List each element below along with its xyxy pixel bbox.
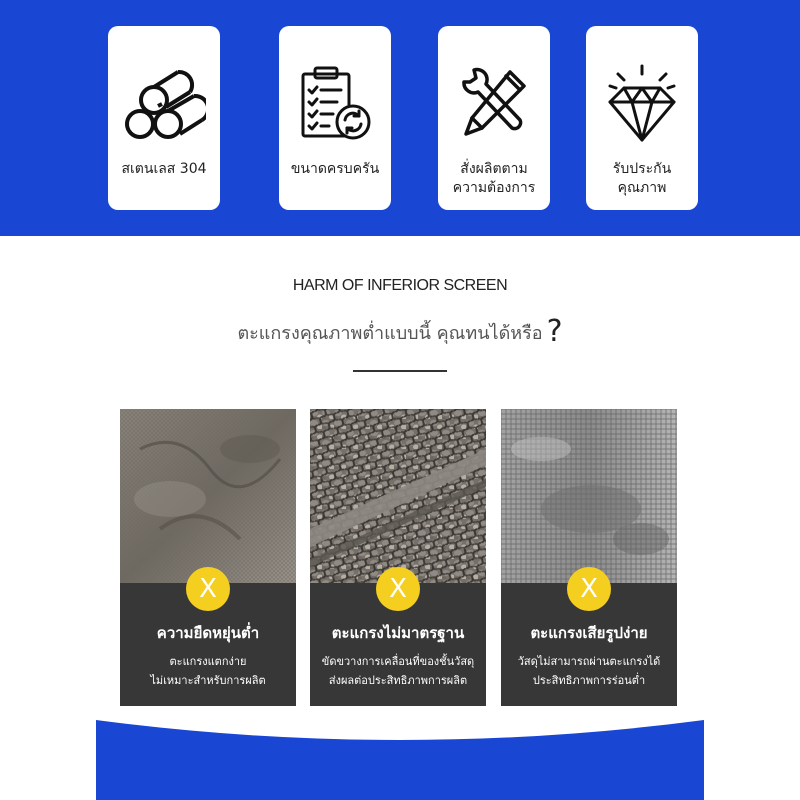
feature-card-warranty [586,26,698,210]
problem-card-deformed [501,409,677,706]
x-badge: X [186,567,230,611]
problem-title: ความยืดหยุ่นต่ำ [156,624,260,642]
section-heading-thai [0,314,800,349]
clipboard-checklist-icon [293,62,377,146]
gravel-screen-photo [310,409,486,583]
broken-screen-photo [120,409,296,583]
feature-card-custom [438,26,550,210]
problem-card-nonstandard [310,409,486,706]
section-heading-english: HARM OF INFERIOR SCREEN [292,277,508,294]
problem-description: ขัดขวางการเคลื่อนที่ของชั้นวัสดุ ส่งผลต่อประสิทธิภาพการผลิต [321,655,475,687]
question-mark: ? [546,314,563,349]
problem-title: ตะแกรงไม่มาตรฐาน [331,624,465,642]
feature-label: สั่งผลิตตาม ความต้องการ [452,161,536,196]
feature-card-sizes [279,26,391,210]
heading-thai-text: ตะแกรงคุณภาพต่ำแบบนี้ คุณทนได้หรือ [237,323,543,344]
feature-card-stainless [108,26,220,210]
deformed-screen-photo [501,409,677,583]
x-badge: X [567,567,611,611]
x-badge: X [376,567,420,611]
pipes-icon [122,62,206,146]
problem-title: ตะแกรงเสียรูปง่าย [530,624,648,642]
heading-divider [353,370,447,372]
tools-icon [452,62,536,146]
feature-label: รับประกัน คุณภาพ [612,161,672,196]
problem-card-low-flexibility [120,409,296,706]
problem-description: วัสดุไม่สามารถผ่านตะแกรงได้ ประสิทธิภาพการร่อนต่ำ [517,655,661,687]
bottom-blue-curve [0,705,800,800]
feature-label: สเตนเลส 304 [121,161,207,177]
feature-label: ขนาดครบครัน [290,161,380,177]
problem-description: ตะแกรงแตกง่าย ไม่เหมาะสำหรับการผลิต [150,655,266,687]
diamond-icon [600,62,684,146]
